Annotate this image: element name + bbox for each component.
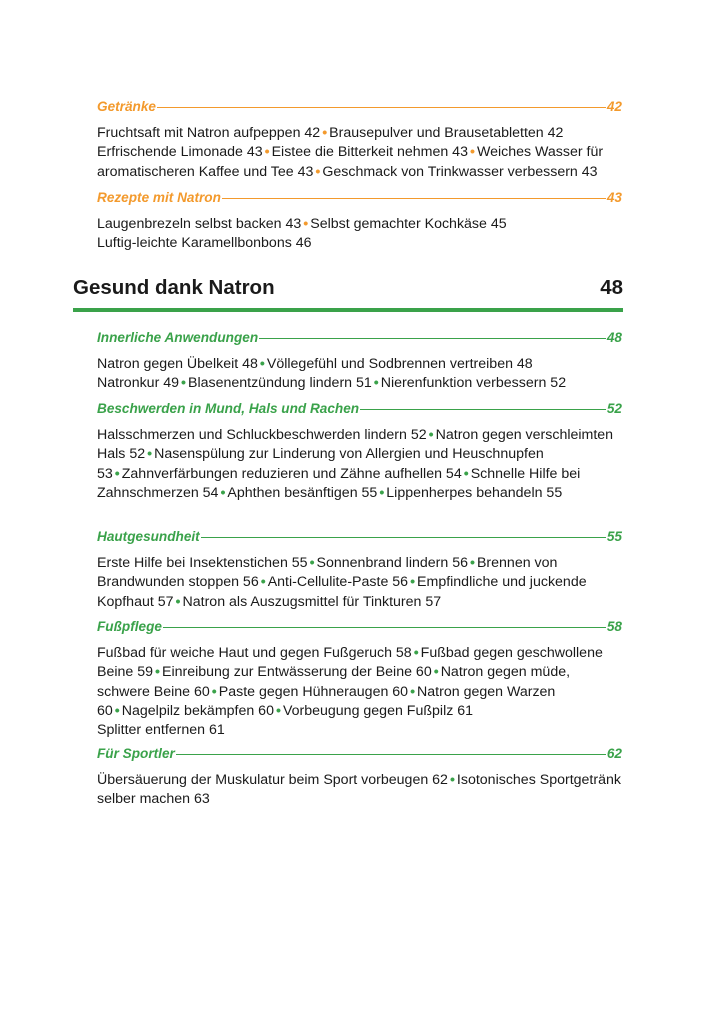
section-heading[interactable] bbox=[97, 400, 622, 418]
bullet-separator: • bbox=[175, 593, 181, 610]
bullet-separator: • bbox=[410, 683, 416, 700]
leader-line bbox=[222, 198, 606, 199]
toc-entry[interactable]: Erfrischende Limonade 43 bbox=[97, 144, 263, 161]
bullet-separator: • bbox=[264, 144, 270, 161]
section-page-number: 58 bbox=[606, 619, 622, 634]
bullet-separator: • bbox=[373, 375, 379, 392]
bullet-separator: • bbox=[449, 772, 455, 788]
toc-section-sportler bbox=[97, 745, 622, 810]
leader-line bbox=[360, 409, 606, 410]
toc-entry[interactable]: Natronkur 49 bbox=[97, 375, 180, 392]
bullet-separator: • bbox=[211, 683, 217, 700]
bullet-separator: • bbox=[469, 144, 475, 161]
section-title: Rezepte mit Natron bbox=[97, 190, 221, 205]
section-page-number: 52 bbox=[606, 401, 622, 416]
bullet-separator: • bbox=[114, 465, 120, 482]
toc-entry[interactable]: Natron gegen Übelkeit 48 bbox=[97, 356, 258, 372]
toc-entry[interactable]: Fruchtsaft mit Natron aufpeppen 42 bbox=[97, 125, 321, 141]
bullet-separator: • bbox=[303, 216, 309, 232]
section-entries bbox=[97, 644, 622, 740]
bullet-separator: • bbox=[275, 702, 281, 719]
leader-line bbox=[157, 107, 606, 108]
toc-entry[interactable]: Nagelpilz bekämpfen 60 bbox=[121, 702, 274, 719]
toc-entry[interactable]: Völlegefühl und Sodbrennen vertreiben 48 bbox=[266, 356, 533, 372]
toc-entry[interactable]: Sonnenbrand lindern 56 bbox=[316, 555, 468, 571]
toc-section-fusspflege bbox=[97, 618, 622, 740]
leader-line bbox=[259, 338, 606, 339]
toc-entry[interactable]: Einreibung zur Entwässerung der Beine 60 bbox=[161, 664, 432, 681]
section-entries bbox=[97, 426, 622, 503]
section-entries bbox=[97, 124, 622, 182]
toc-entry[interactable]: Eistee die Bitterkeit nehmen 43 bbox=[271, 144, 468, 161]
section-title: Getränke bbox=[97, 99, 156, 114]
toc-entry[interactable]: Übersäuerung der Muskulatur beim Sport vorbeugen 62 bbox=[97, 772, 448, 788]
toc-entry[interactable]: Nierenfunktion verbessern 52 bbox=[380, 375, 567, 392]
toc-entry[interactable]: Halsschmerzen und Schluckbeschwerden lindern 52 bbox=[97, 427, 427, 443]
bullet-separator: • bbox=[114, 702, 120, 719]
chapter-heading[interactable] bbox=[73, 274, 623, 314]
toc-entry[interactable]: Weiches Wasser für aromatischeren Kaffee und Tee 43 bbox=[97, 144, 604, 180]
chapter-title: Gesund dank Natron bbox=[73, 276, 275, 299]
leader-line bbox=[176, 754, 606, 755]
section-title: Hautgesundheit bbox=[97, 529, 200, 544]
chapter-divider bbox=[73, 308, 623, 312]
toc-section-mund-hals bbox=[97, 400, 622, 503]
toc-entry[interactable]: Natron gegen müde, schwere Beine 60 bbox=[97, 664, 571, 700]
toc-entry[interactable]: Selbst gemachter Kochkäse 45 bbox=[310, 216, 507, 232]
section-title: Für Sportler bbox=[97, 746, 175, 761]
toc-section-hautgesundheit bbox=[97, 528, 622, 612]
bullet-separator: • bbox=[147, 446, 153, 463]
bullet-separator: • bbox=[470, 555, 475, 571]
section-title: Innerliche Anwendungen bbox=[97, 330, 259, 345]
toc-entry[interactable]: Empfindliche und juckende Kopfhaut 57 bbox=[97, 574, 587, 610]
toc-entry[interactable]: Natron gegen verschleimten Hals 52 bbox=[97, 427, 614, 463]
bullet-separator: • bbox=[259, 356, 265, 372]
toc-entry[interactable]: Lippenherpes behandeln 55 bbox=[386, 484, 563, 501]
bullet-separator: • bbox=[463, 465, 469, 482]
toc-entry[interactable]: Schnelle Hilfe bei Zahnschmerzen 54 bbox=[97, 465, 581, 501]
section-entries bbox=[97, 554, 622, 612]
section-heading[interactable] bbox=[97, 329, 622, 347]
bullet-separator: • bbox=[322, 125, 328, 141]
bullet-separator: • bbox=[433, 664, 439, 681]
bullet-separator: • bbox=[315, 163, 321, 180]
toc-entry[interactable]: Fußbad gegen geschwollene Beine 59 bbox=[97, 645, 603, 681]
leader-line bbox=[201, 537, 606, 538]
section-heading[interactable] bbox=[97, 528, 622, 546]
bullet-separator: • bbox=[410, 574, 416, 591]
section-page-number: 42 bbox=[606, 99, 622, 114]
toc-entry[interactable]: Brennen von Brandwunden stoppen 56 bbox=[97, 555, 558, 591]
bullet-separator: • bbox=[181, 375, 186, 392]
toc-entry[interactable]: Nasenspülung zur Linderung von Allergien und Heuschnupfen 53 bbox=[97, 446, 544, 482]
toc-entry[interactable]: Brausepulver und Brausetabletten 42 bbox=[329, 125, 564, 141]
toc-entry[interactable]: Splitter entfernen 61 bbox=[97, 722, 225, 739]
toc-entry[interactable]: Aphthen besänftigen 55 bbox=[227, 484, 378, 501]
toc-entry[interactable]: Isotonisches Sportgetränk selber machen 63 bbox=[97, 772, 621, 808]
toc-entry[interactable]: Paste gegen Hühneraugen 60 bbox=[218, 683, 409, 700]
toc-section-innerliche bbox=[97, 329, 622, 394]
section-page-number: 48 bbox=[606, 330, 622, 345]
section-title: Fußpflege bbox=[97, 619, 162, 634]
section-heading[interactable] bbox=[97, 618, 622, 636]
bullet-separator: • bbox=[379, 484, 385, 501]
toc-entry[interactable]: Natron als Auszugsmittel für Tinkturen 57 bbox=[182, 593, 442, 610]
section-page-number: 55 bbox=[606, 529, 622, 544]
toc-entry[interactable]: Fußbad für weiche Haut und gegen Fußgeruch 58 bbox=[97, 645, 412, 661]
toc-section-rezepte bbox=[97, 189, 622, 254]
toc-entry[interactable]: Zahnverfärbungen reduzieren und Zähne aufhellen 54 bbox=[121, 465, 462, 482]
bullet-separator: • bbox=[428, 427, 434, 443]
chapter-page-number: 48 bbox=[600, 276, 623, 299]
leader-line bbox=[163, 627, 606, 628]
toc-entry[interactable]: Natron gegen Warzen 60 bbox=[97, 683, 556, 719]
section-entries bbox=[97, 771, 622, 810]
bullet-separator: • bbox=[220, 484, 226, 501]
section-heading[interactable] bbox=[97, 189, 622, 207]
section-page-number: 62 bbox=[606, 746, 622, 761]
toc-section-getraenke bbox=[97, 98, 622, 182]
section-page-number: 43 bbox=[606, 190, 622, 205]
bullet-separator: • bbox=[413, 645, 419, 661]
toc-entry[interactable]: Laugenbrezeln selbst backen 43 bbox=[97, 216, 302, 232]
section-title: Beschwerden in Mund, Hals und Rachen bbox=[97, 401, 360, 416]
toc-entry[interactable]: Anti-Cellulite-Paste 56 bbox=[267, 574, 409, 591]
toc-entry[interactable]: Vorbeugung gegen Fußpilz 61 bbox=[282, 702, 474, 719]
section-heading[interactable] bbox=[97, 745, 622, 763]
toc-entry[interactable]: Luftig-leichte Karamellbonbons 46 bbox=[97, 235, 312, 252]
toc-entry[interactable]: Blasenentzündung lindern 51 bbox=[187, 375, 372, 392]
section-heading[interactable] bbox=[97, 98, 622, 116]
bullet-separator: • bbox=[260, 574, 266, 591]
section-entries bbox=[97, 355, 622, 394]
bullet-separator: • bbox=[155, 664, 160, 681]
toc-entry[interactable]: Geschmack von Trinkwasser verbessern 43 bbox=[322, 163, 598, 180]
section-entries bbox=[97, 215, 622, 254]
bullet-separator: • bbox=[309, 555, 315, 571]
toc-entry[interactable]: Erste Hilfe bei Insektenstichen 55 bbox=[97, 555, 308, 571]
